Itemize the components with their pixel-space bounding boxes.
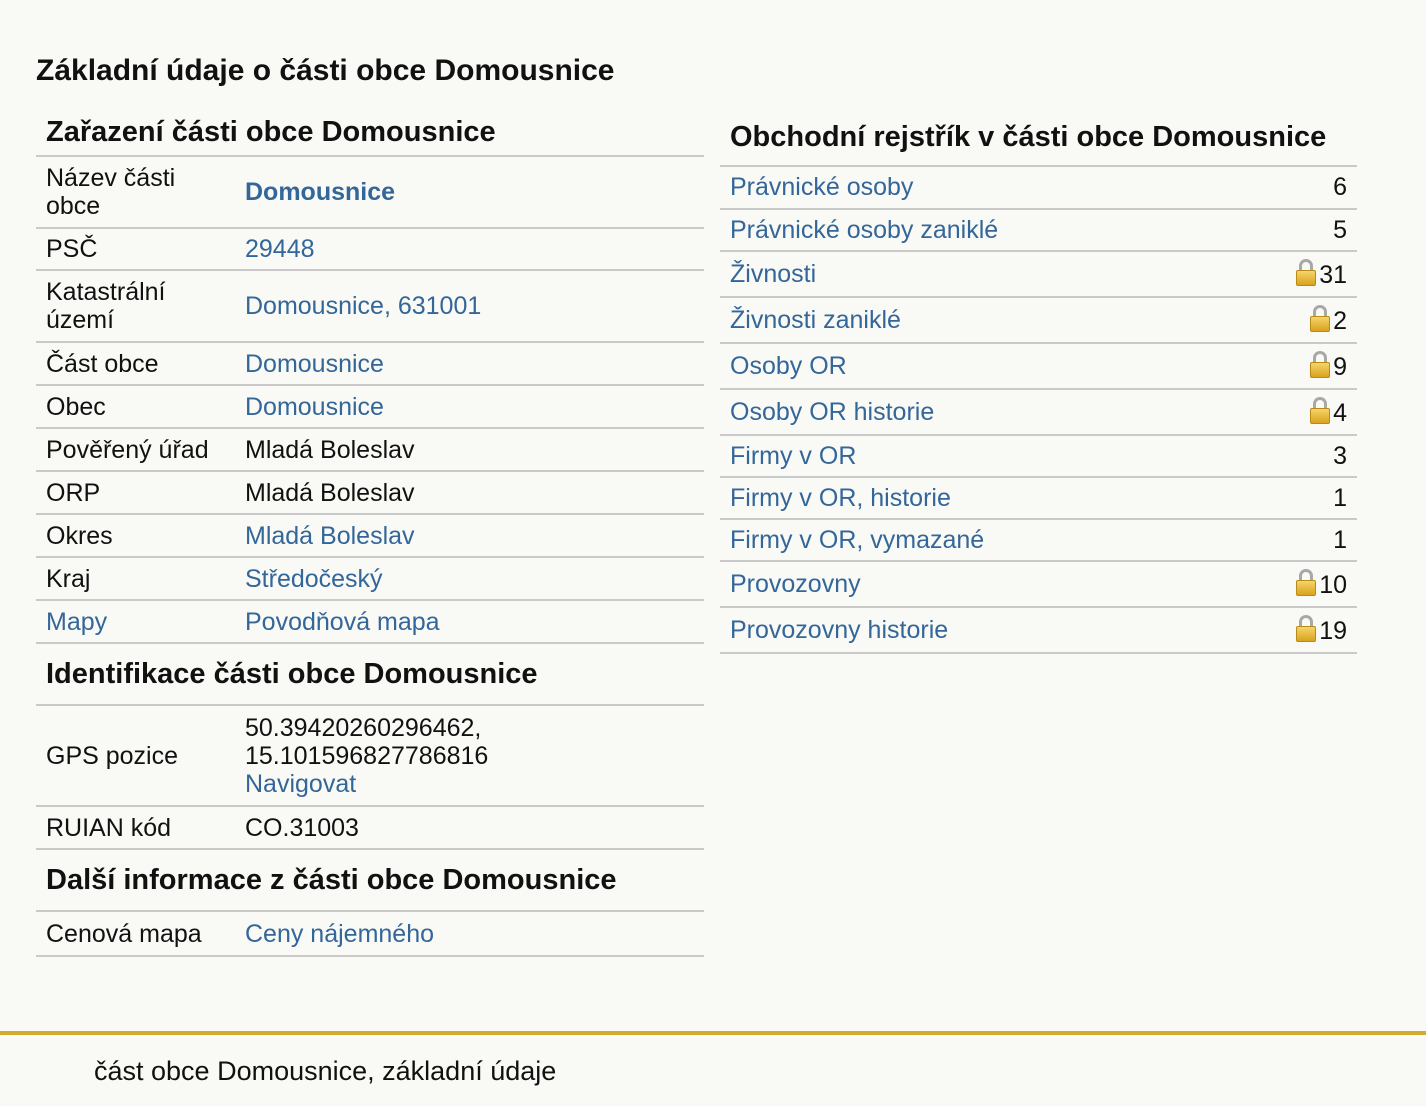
pravnicke-osoby-link[interactable]: Právnické osoby (730, 173, 914, 201)
gps-latitude: 50.39420260296462, (245, 713, 482, 742)
row-value: Mladá Boleslav (235, 428, 704, 471)
table-row (720, 167, 1357, 209)
lock-icon[interactable] (1296, 615, 1316, 643)
table-row (720, 297, 1357, 343)
table-row (720, 607, 1357, 653)
row-label: Název části obce (36, 157, 235, 228)
page-title: Základní údaje o části obce Domousnice (36, 54, 615, 87)
pravnicke-osoby-zanikle-link[interactable]: Právnické osoby zaniklé (730, 215, 999, 244)
table-row (720, 519, 1357, 561)
count: 10 (1319, 570, 1347, 599)
left-column (36, 110, 704, 957)
footer-text: část obce Domousnice, základní údaje (94, 1056, 557, 1086)
section-title-rejstrik: Obchodní rejstřík v části obce Domousnice (720, 110, 1357, 167)
table-row (36, 270, 704, 342)
table-row (720, 209, 1357, 251)
right-column (720, 110, 1357, 654)
table-row (720, 251, 1357, 297)
kraj-link[interactable]: Středočeský (245, 564, 383, 593)
psc-link[interactable]: 29448 (245, 235, 315, 263)
row-label: Katastrální území (36, 270, 235, 342)
rejstrik-table (720, 167, 1357, 654)
lock-icon[interactable] (1310, 305, 1330, 333)
table-row (36, 557, 704, 600)
table-row (36, 471, 704, 514)
lock-icon[interactable] (1310, 397, 1330, 425)
provozovny-historie-link[interactable]: Provozovny historie (730, 615, 949, 644)
nazev-casti-obce-link[interactable]: Domousnice (245, 178, 396, 206)
firmy-v-or-historie-link[interactable]: Firmy v OR, historie (730, 483, 951, 512)
table-row (720, 389, 1357, 435)
row-label: ORP (36, 471, 235, 514)
count: 1 (1333, 483, 1347, 512)
count: 4 (1333, 398, 1347, 427)
katastralni-uzemi-link[interactable]: Domousnice, 631001 (245, 292, 482, 320)
section-title-identifikace: Identifikace části obce Domousnice (36, 644, 704, 706)
count: 31 (1319, 260, 1347, 289)
table-row (720, 435, 1357, 477)
table-row (36, 706, 704, 806)
table-row (36, 228, 704, 270)
count: 2 (1333, 306, 1347, 335)
table-row (36, 806, 704, 849)
osoby-or-historie-link[interactable]: Osoby OR historie (730, 397, 935, 426)
table-row (36, 385, 704, 428)
firmy-v-or-link[interactable]: Firmy v OR (730, 441, 857, 470)
zivnosti-link[interactable]: Živnosti (730, 259, 817, 288)
zivnosti-zanikle-link[interactable]: Živnosti zaniklé (730, 305, 901, 334)
povodnova-mapa-link[interactable]: Povodňová mapa (245, 607, 440, 636)
gps-longitude: 15.101596827786816 (245, 741, 489, 770)
row-label: Část obce (36, 342, 235, 385)
table-row (36, 912, 704, 956)
firmy-v-or-vymazane-link[interactable]: Firmy v OR, vymazané (730, 525, 985, 554)
table-row (36, 342, 704, 385)
table-row (720, 477, 1357, 519)
lock-icon[interactable] (1296, 569, 1316, 597)
mapy-link[interactable]: Mapy (46, 607, 108, 636)
count: 9 (1333, 352, 1347, 381)
lock-icon[interactable] (1310, 351, 1330, 379)
identifikace-table (36, 706, 704, 850)
row-label: Okres (36, 514, 235, 557)
dalsi-table (36, 912, 704, 957)
count: 5 (1333, 215, 1347, 244)
count: 3 (1333, 441, 1347, 470)
ceny-najemneho-link[interactable]: Ceny nájemného (245, 919, 435, 948)
provozovny-link[interactable]: Provozovny (730, 569, 861, 598)
row-label: Kraj (36, 557, 235, 600)
osoby-or-link[interactable]: Osoby OR (730, 351, 847, 380)
count: 6 (1333, 173, 1347, 201)
zarazeni-table (36, 157, 704, 644)
row-label: Pověřený úřad (36, 428, 235, 471)
ruian-value: CO.31003 (235, 806, 704, 849)
row-value: Mladá Boleslav (235, 471, 704, 514)
table-row (36, 157, 704, 228)
gps-label: GPS pozice (36, 706, 235, 806)
table-row (36, 428, 704, 471)
cast-obce-link[interactable]: Domousnice (245, 349, 384, 378)
table-row (36, 514, 704, 557)
row-label: Obec (36, 385, 235, 428)
footer-divider (0, 1031, 1426, 1035)
section-title-dalsi: Další informace z části obce Domousnice (36, 850, 704, 912)
count: 19 (1319, 616, 1347, 645)
row-label: Cenová mapa (36, 912, 235, 956)
okres-link[interactable]: Mladá Boleslav (245, 521, 415, 550)
table-row (36, 600, 704, 643)
table-row (720, 561, 1357, 607)
table-row (720, 343, 1357, 389)
row-label: PSČ (36, 228, 235, 270)
lock-icon[interactable] (1296, 259, 1316, 287)
obec-link[interactable]: Domousnice (245, 392, 384, 421)
count: 1 (1333, 525, 1347, 554)
section-title-zarazeni: Zařazení části obce Domousnice (36, 110, 704, 157)
ruian-label: RUIAN kód (36, 806, 235, 849)
navigate-link[interactable]: Navigovat (245, 769, 357, 798)
